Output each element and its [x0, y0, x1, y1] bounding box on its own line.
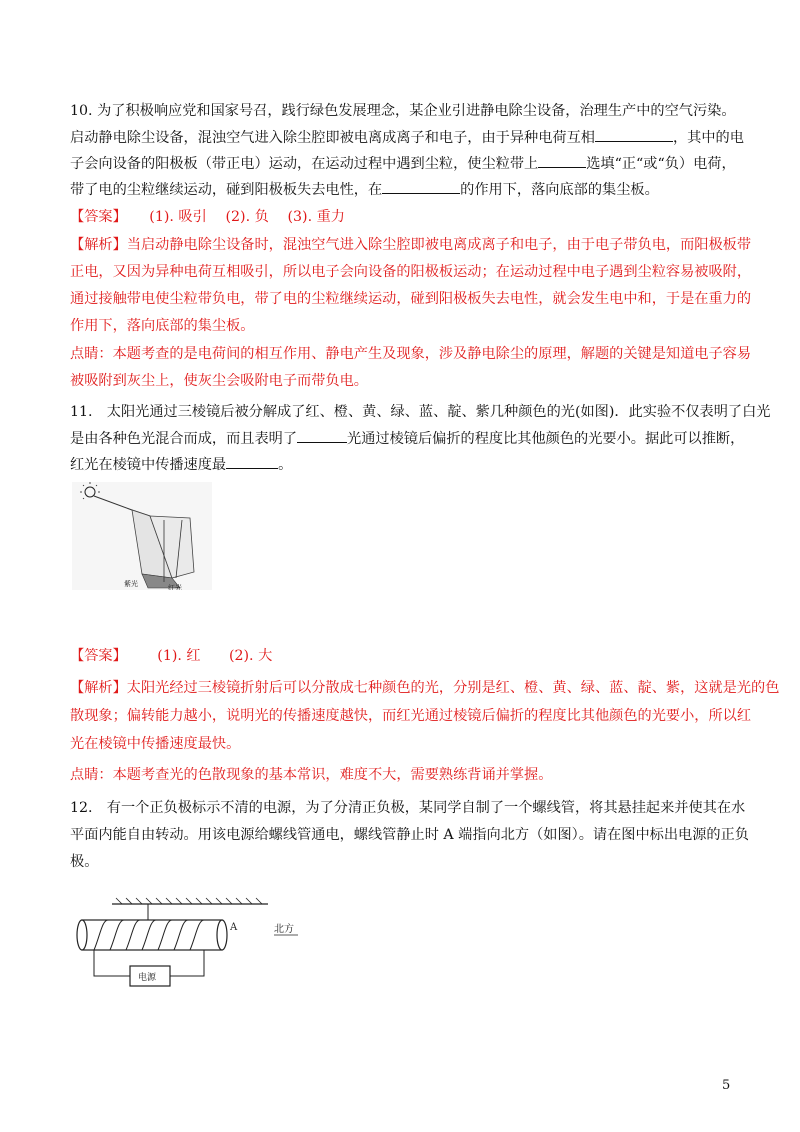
q10-line-4-text-a: 带了电的尘粒继续运动，碰到阳极板失去电性，在 [70, 182, 383, 198]
q11-analysis-3: 光在棱镜中传播速度最快。 [70, 736, 241, 752]
q10-analysis-2: 正电，又因为异种电荷互相吸引，所以电子会向设备的阳极板运动；在运动过程中电子遇到尘粒容易被吸附， [70, 264, 752, 280]
q10-blank-3[interactable] [382, 179, 460, 194]
q10-analysis-3: 通过接触带电使尘粒带负电，带了电的尘粒继续运动，碰到阳极板失去电性，就会发生电中和，于是在重力的 [70, 291, 752, 307]
solenoid-diagram [72, 896, 312, 992]
q10-blank-1[interactable] [595, 127, 673, 142]
q11-analysis-1: 【解析】太阳光经过三棱镜折射后可以分散成七种颜色的光，分别是红、橙、黄、绿、蓝、靛、紫，这就是光的色 [70, 680, 780, 696]
q10-line-2 [70, 127, 744, 148]
solenoid-figure [72, 896, 312, 992]
q11-analysis-2: 散现象；偏转能力越小，说明光的传播速度越快，而红光通过棱镜后偏折的程度比其他颜色的光要小，所以红 [70, 708, 752, 724]
light-ray-1 [94, 496, 132, 510]
q11-line-3-text-a: 红光在棱镜中传播速度最 [70, 457, 227, 473]
q10-line-3-text-a: 子会向设备的阳极板（带正电）运动，在运动过程中遇到尘粒，使尘粒带上 [70, 156, 539, 172]
q10-line-2-text-a: 启动静电除尘设备，混浊空气进入除尘腔即被电离成离子和电子，由于异种电荷互相 [70, 130, 595, 146]
prism-diagram [72, 482, 212, 590]
power-source-label: 电源 [138, 973, 157, 983]
q10-line-3-text-b: 选填“正“或“负）电荷， [586, 156, 736, 172]
red-light-label: 红光 [168, 584, 182, 590]
q12-line-2: 平面内能自由转动。用该电源给螺线管通电，螺线管静止时 A 端指向北方（如图）。请在图中标出电源的正负 [70, 827, 749, 843]
tube-end-left [77, 920, 87, 950]
q10-comment-2: 被吸附到灰尘上，使灰尘会吸附电子而带负电。 [70, 373, 368, 389]
q11-line-2 [70, 428, 745, 449]
q10-line-4 [70, 179, 740, 200]
q10-blank-2[interactable] [538, 153, 586, 168]
prism-dispersion-figure [72, 482, 212, 590]
q11-comment: 点睛：本题考查光的色散现象的基本常识，难度不大，需要熟练背诵并掌握。 [70, 767, 553, 783]
q11-line-2-text-b: 光通过棱镜后偏折的程度比其他颜色的光要小。据此可以推断， [347, 431, 745, 447]
q10-answer-text: (1). 吸引 (2). 负 (3). 重力 [149, 209, 345, 225]
wire-right [170, 950, 204, 976]
q10-analysis-1: 【解析】当启动静电除尘设备时，混浊空气进入除尘腔即被电离成离子和电子，由于电子带负电，而阳极板带 [70, 237, 752, 253]
sun-rays-icon [80, 482, 100, 499]
ceiling-hatch [116, 898, 262, 904]
q12-line-3: 极。 [70, 854, 99, 870]
q11-blank-2[interactable] [226, 454, 278, 469]
q10-comment-1: 点睛：本题考查的是电荷间的相互作用、静电产生及现象，涉及静电除尘的原理，解题的关键是知道电子容易 [70, 346, 752, 362]
q11-line-3 [70, 454, 740, 475]
north-label: 北方 [274, 924, 294, 935]
q10-line-3 [70, 153, 740, 174]
q11-blank-1[interactable] [297, 428, 347, 443]
q10-line-4-text-b: 的作用下，落向底部的集尘板。 [460, 182, 659, 198]
q11-answer-label: 【答案】 [70, 648, 127, 664]
q10-answer [70, 207, 740, 227]
q11-line-3-text-b: 。 [278, 457, 293, 473]
q11-answer [70, 646, 740, 666]
wire-left [94, 950, 130, 976]
sun-icon [85, 487, 95, 497]
page-number: 5 [722, 1078, 731, 1093]
q12-line-1: 12. 有一个正负极标示不清的电源，为了分清正负极，某同学自制了一个螺线管，将其悬挂起来并使其在水 [70, 800, 746, 816]
purple-light-label: 紫光 [124, 580, 138, 588]
q11-line-1: 11. 太阳光通过三棱镜后被分解成了红、橙、黄、绿、蓝、靛、紫几种颜色的光(如图)．此实验不仅表明了白光 [70, 404, 771, 420]
q10-line-2-text-b: ，其中的电 [672, 130, 744, 146]
q10-analysis-4: 作用下，落向底部的集尘板。 [70, 318, 255, 334]
end-a-label: A [230, 922, 238, 933]
q11-answer-text: (1). 红 (2). 大 [157, 648, 273, 664]
q11-line-2-text-a: 是由各种色光混合而成，而且表明了 [70, 431, 298, 447]
q10-line-1: 10. 为了积极响应党和国家号召，践行绿色发展理念，某企业引进静电除尘设备，治理生产中的空气污染。 [70, 103, 736, 119]
q10-answer-label: 【答案】 [70, 209, 127, 225]
tube-end-right [217, 920, 227, 950]
